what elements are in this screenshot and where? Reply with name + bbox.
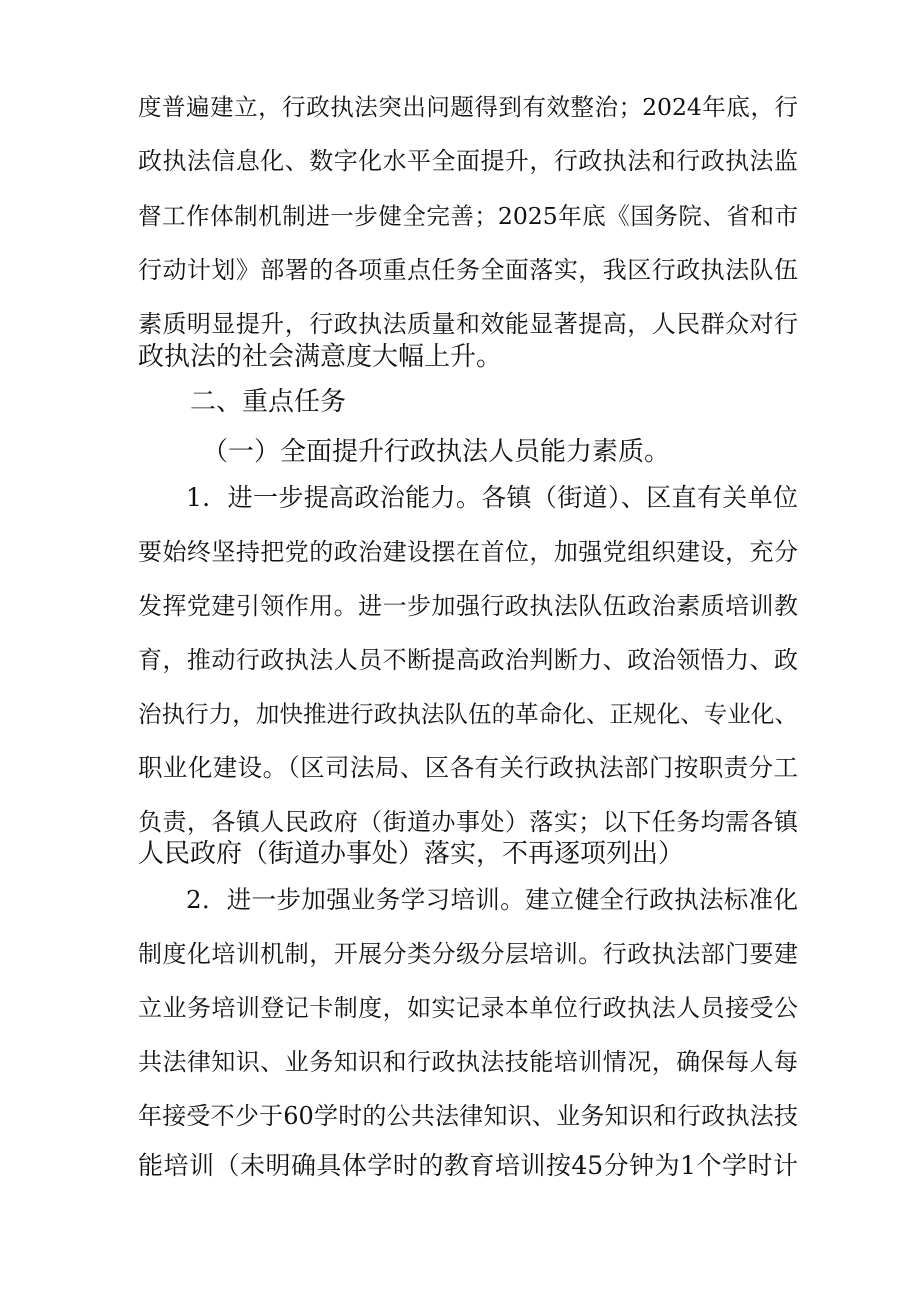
paragraph-line: 能培训（未明确具体学时的教育培训按45分钟为1个学时计 bbox=[138, 1151, 798, 1180]
paragraph-line: 共法律知识、业务知识和行政执法技能培训情况，确保每人每 bbox=[138, 1048, 798, 1076]
paragraph-line: 政执法信息化、数字化水平全面提升，行政执法和行政执法监 bbox=[138, 147, 798, 175]
paragraph-line: 职业化建设。（区司法局、区各有关行政执法部门按职责分工 bbox=[138, 753, 798, 782]
paragraph-line: 发挥党建引领作用。进一步加强行政执法队伍政治素质培训教 bbox=[138, 592, 798, 620]
paragraph-line: 督工作体制机制进一步健全完善；2025年底《国务院、省和市 bbox=[138, 202, 798, 230]
paragraph-line-last: 人民政府（街道办事处）落实，不再逐项列出） bbox=[138, 839, 685, 869]
subsection-heading: （一）全面提升行政执法人员能力素质。 bbox=[202, 437, 671, 467]
paragraph-line: 年接受不少于60学时的公共法律知识、业务知识和行政执法技 bbox=[138, 1102, 798, 1130]
paragraph-line-last: 政执法的社会满意度大幅上升。 bbox=[138, 342, 503, 372]
item-first-line: 1．进一步提高政治能力。各镇（街道）、区直有关单位 bbox=[186, 483, 798, 512]
paragraph-line: 要始终坚持把党的政治建设摆在首位，加强党组织建设，充分 bbox=[138, 538, 798, 566]
paragraph-line: 行动计划》部署的各项重点任务全面落实，我区行政执法队伍 bbox=[138, 256, 798, 284]
paragraph-line: 负责，各镇人民政府（街道办事处）落实；以下任务均需各镇 bbox=[138, 808, 798, 836]
item-first-line: 2．进一步加强业务学习培训。建立健全行政执法标准化 bbox=[186, 885, 798, 914]
paragraph-line: 育，推动行政执法人员不断提高政治判断力、政治领悟力、政 bbox=[138, 646, 798, 674]
paragraph-line: 度普遍建立，行政执法突出问题得到有效整治；2024年底，行 bbox=[138, 93, 798, 121]
paragraph-line: 制度化培训机制，开展分类分级分层培训。行政执法部门要建 bbox=[138, 940, 798, 968]
paragraph-line: 立业务培训登记卡制度，如实记录本单位行政执法人员接受公 bbox=[138, 994, 798, 1022]
paragraph-line: 素质明显提升，行政执法质量和效能显著提高，人民群众对行 bbox=[138, 310, 798, 338]
paragraph-line: 治执行力，加快推进行政执法队伍的革命化、正规化、专业化、 bbox=[138, 700, 798, 728]
section-heading: 二、重点任务 bbox=[190, 387, 347, 417]
